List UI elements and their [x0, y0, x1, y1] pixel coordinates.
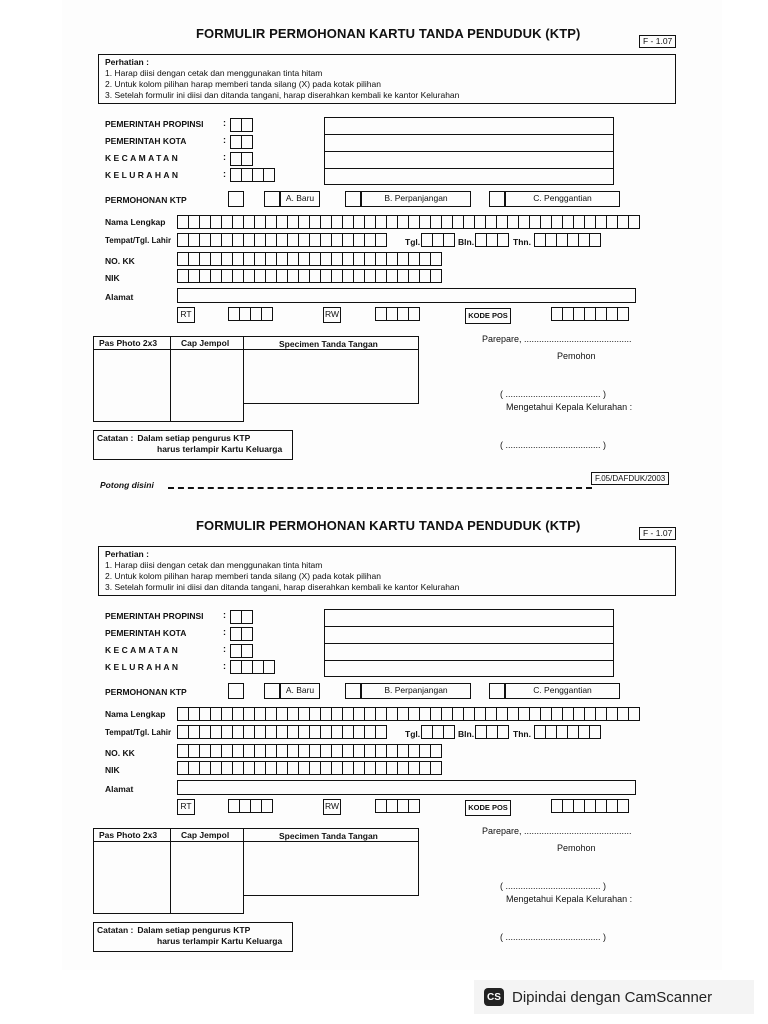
catatan-line-2: harus terlampir Kartu Keluarga	[157, 444, 283, 454]
alamat-input[interactable]	[177, 288, 636, 303]
form-code: F - 1.07	[639, 527, 676, 540]
kecamatan-code-boxes[interactable]	[230, 644, 252, 658]
label-bln: Bln.	[458, 729, 475, 739]
cell-box[interactable]	[263, 168, 275, 182]
label-nik: NIK	[105, 273, 120, 283]
alamat-input[interactable]	[177, 780, 636, 795]
label-rt: RT	[177, 307, 195, 323]
rt-input[interactable]	[228, 307, 272, 321]
propinsi-code-boxes[interactable]	[230, 118, 252, 132]
cell-box[interactable]	[375, 233, 387, 247]
form-title: FORMULIR PERMOHONAN KARTU TANDA PENDUDUK (KTP)	[196, 518, 581, 533]
ktp-form: FORMULIR PERMOHONAN KARTU TANDA PENDUDUK (KTP) F - 1.07 Perhatian : 1. Harap diisi dengan cetak dan menggunakan tinta hitam 2. Untuk kolom pilihan harap memberi tanda silang (X) pada kotak pilihan 3. Setelah formulir ini diisi dan ditanda tangani, harap diserahkan kembali ke kantor Kelurahan PEMERINTAH PROPINSI PEMERINTAH KOTA KECAMATAN KELURAHAN : : : : PERMOHONAN KTP A. Baru B. Perpanjangan C. Penggantian Nama Lengkap Tempat/Tgl. Lahir Tgl. Bln. Thn. NO. KK NIK Alamat RT RW KODE POS Pas Photo 2x3 Cap Jempol Specimen Tanda Tangan Catatan : Dalam setiap pengurus KTP harus terlampir Kartu Keluarga Parepare, ........................................... Pemohon ( ...................................... ) Mengetahui Kepala Kelurahan : ( ...................................... )	[0, 0, 768, 470]
catatan-line-1: Dalam setiap pengurus KTP	[137, 925, 251, 935]
label-nik: NIK	[105, 765, 120, 775]
notes-title: Perhatian :	[105, 57, 149, 67]
signature-table	[93, 828, 419, 914]
option-perpanjangan-checkbox[interactable]	[345, 683, 361, 699]
nama-input[interactable]	[177, 707, 639, 721]
head-sign-line: ( ...................................... )	[500, 440, 607, 450]
notes-box	[98, 54, 676, 104]
kelurahan-code-boxes[interactable]	[230, 660, 274, 674]
label-kota: PEMERINTAH KOTA	[105, 628, 187, 638]
label-kk: NO. KK	[105, 748, 135, 758]
catatan-label: Catatan :	[97, 433, 134, 443]
kk-input[interactable]	[177, 252, 441, 266]
label-nama: Nama Lengkap	[105, 217, 166, 227]
label-propinsi: PEMERINTAH PROPINSI	[105, 119, 204, 129]
label-kelurahan: KELURAHAN	[105, 662, 181, 672]
cell-box[interactable]	[589, 725, 601, 739]
place-date: Parepare, ...........................................	[482, 826, 632, 836]
tgl-input[interactable]	[421, 233, 454, 247]
option-baru: A. Baru	[280, 191, 320, 207]
header-photo: Pas Photo 2x3	[99, 830, 158, 840]
cell-box[interactable]	[430, 269, 442, 283]
ktp-form: FORMULIR PERMOHONAN KARTU TANDA PENDUDUK (KTP) F - 1.07 Perhatian : 1. Harap diisi dengan cetak dan menggunakan tinta hitam 2. Untuk kolom pilihan harap memberi tanda silang (X) pada kotak pilihan 3. Setelah formulir ini diisi dan ditanda tangani, harap diserahkan kembali ke kantor Kelurahan PEMERINTAH PROPINSI PEMERINTAH KOTA KECAMATAN KELURAHAN : : : : PERMOHONAN KTP A. Baru B. Perpanjangan C. Penggantian Nama Lengkap Tempat/Tgl. Lahir Tgl. Bln. Thn. NO. KK NIK Alamat RT RW KODE POS Pas Photo 2x3 Cap Jempol Specimen Tanda Tangan Catatan : Dalam setiap pengurus KTP harus terlampir Kartu Keluarga Parepare, ........................................... Pemohon ( ...................................... ) Mengetahui Kepala Kelurahan : ( ...................................... )	[0, 492, 768, 962]
header-thumb: Cap Jempol	[181, 830, 230, 840]
label-thn: Thn.	[513, 237, 531, 247]
applicant-label: Pemohon	[557, 843, 596, 853]
tempat-lahir-input[interactable]	[177, 725, 386, 739]
thn-input[interactable]	[534, 233, 600, 247]
label-alamat: Alamat	[105, 292, 134, 302]
camscanner-logo-icon: CS	[484, 988, 504, 1006]
notes-title: Perhatian :	[105, 549, 149, 559]
bln-input[interactable]	[475, 725, 508, 739]
cell-box[interactable]	[589, 233, 601, 247]
option-perpanjangan: B. Perpanjangan	[361, 683, 471, 699]
head-sign-line: ( ...................................... )	[500, 932, 607, 942]
form-code: F - 1.07	[639, 35, 676, 48]
cell-box[interactable]	[261, 307, 273, 321]
label-bln: Bln.	[458, 237, 475, 247]
catatan-label: Catatan :	[97, 925, 134, 935]
cell-box[interactable]	[241, 627, 253, 641]
label-ttl: Tempat/Tgl. Lahir	[105, 236, 172, 245]
label-nama: Nama Lengkap	[105, 709, 166, 719]
head-of-village-label: Mengetahui Kepala Kelurahan :	[506, 894, 633, 904]
label-alamat: Alamat	[105, 784, 134, 794]
head-of-village-label: Mengetahui Kepala Kelurahan :	[506, 402, 633, 412]
cut-label: Potong disini	[100, 480, 154, 490]
place-date: Parepare, ...........................................	[482, 334, 632, 344]
label-ttl: Tempat/Tgl. Lahir	[105, 728, 172, 737]
label-kecamatan: KECAMATAN	[105, 645, 181, 655]
cell-box[interactable]	[443, 725, 455, 739]
option-penggantian: C. Penggantian	[505, 191, 620, 207]
cell-box[interactable]	[497, 233, 509, 247]
kelurahan-code-boxes[interactable]	[230, 168, 274, 182]
permohonan-checkbox[interactable]	[228, 191, 244, 207]
tgl-input[interactable]	[421, 725, 454, 739]
kota-code-boxes[interactable]	[230, 627, 252, 641]
catatan-box	[93, 922, 293, 952]
cell-box[interactable]	[430, 252, 442, 266]
option-penggantian-checkbox[interactable]	[489, 191, 505, 207]
nik-input[interactable]	[177, 269, 441, 283]
kodepos-input[interactable]	[551, 799, 628, 813]
label-kelurahan: KELURAHAN	[105, 170, 181, 180]
cell-box[interactable]	[241, 135, 253, 149]
catatan-line-1: Dalam setiap pengurus KTP	[137, 433, 251, 443]
kecamatan-code-boxes[interactable]	[230, 152, 252, 166]
applicant-sign-line: ( ...................................... )	[500, 881, 607, 891]
label-propinsi: PEMERINTAH PROPINSI	[105, 611, 204, 621]
note-3: 3. Setelah formulir ini diisi dan ditanda tangani, harap diserahkan kembali ke kantor Kelurahan	[105, 582, 460, 592]
cell-box[interactable]	[408, 307, 420, 321]
cell-box[interactable]	[430, 761, 442, 775]
permohonan-checkbox[interactable]	[228, 683, 244, 699]
label-thn: Thn.	[513, 729, 531, 739]
note-2: 2. Untuk kolom pilihan harap memberi tanda silang (X) pada kotak pilihan	[105, 79, 381, 89]
label-kk: NO. KK	[105, 256, 135, 266]
label-tgl: Tgl.	[405, 729, 421, 739]
rt-input[interactable]	[228, 799, 272, 813]
label-permohonan: PERMOHONAN KTP	[105, 195, 187, 205]
header-thumb: Cap Jempol	[181, 338, 230, 348]
form-title: FORMULIR PERMOHONAN KARTU TANDA PENDUDUK (KTP)	[196, 26, 581, 41]
catatan-line-2: harus terlampir Kartu Keluarga	[157, 936, 283, 946]
label-rt: RT	[177, 799, 195, 815]
header-specimen: Specimen Tanda Tangan	[279, 831, 378, 841]
notes-box	[98, 546, 676, 596]
cell-box[interactable]	[408, 799, 420, 813]
note-3: 3. Setelah formulir ini diisi dan ditanda tangani, harap diserahkan kembali ke kantor Kelurahan	[105, 90, 460, 100]
label-rw: RW	[323, 307, 341, 323]
cell-box[interactable]	[261, 799, 273, 813]
cell-box[interactable]	[375, 725, 387, 739]
cut-line	[168, 487, 592, 489]
rw-input[interactable]	[375, 307, 419, 321]
propinsi-code-boxes[interactable]	[230, 610, 252, 624]
label-kodepos: KODE POS	[465, 800, 511, 816]
kk-input[interactable]	[177, 744, 441, 758]
option-baru-checkbox[interactable]	[264, 191, 280, 207]
option-baru: A. Baru	[280, 683, 320, 699]
cell-box[interactable]	[241, 610, 253, 624]
cell-box[interactable]	[497, 725, 509, 739]
cell-box[interactable]	[430, 744, 442, 758]
note-1: 1. Harap diisi dengan cetak dan menggunakan tinta hitam	[105, 560, 323, 570]
footer-code: F.05/DAFDUK/2003	[591, 472, 669, 485]
option-baru-checkbox[interactable]	[264, 683, 280, 699]
cell-box[interactable]	[628, 707, 640, 721]
label-rw: RW	[323, 799, 341, 815]
kodepos-input[interactable]	[551, 307, 628, 321]
camscanner-text: Dipindai dengan CamScanner	[512, 988, 713, 1006]
label-tgl: Tgl.	[405, 237, 421, 247]
label-permohonan: PERMOHONAN KTP	[105, 687, 187, 697]
applicant-label: Pemohon	[557, 351, 596, 361]
rw-input[interactable]	[375, 799, 419, 813]
signature-table	[93, 336, 419, 422]
option-penggantian-checkbox[interactable]	[489, 683, 505, 699]
header-photo: Pas Photo 2x3	[99, 338, 158, 348]
kota-code-boxes[interactable]	[230, 135, 252, 149]
label-kecamatan: KECAMATAN	[105, 153, 181, 163]
thn-input[interactable]	[534, 725, 600, 739]
option-perpanjangan: B. Perpanjangan	[361, 191, 471, 207]
option-perpanjangan-checkbox[interactable]	[345, 191, 361, 207]
cell-box[interactable]	[241, 152, 253, 166]
note-2: 2. Untuk kolom pilihan harap memberi tanda silang (X) pada kotak pilihan	[105, 571, 381, 581]
header-specimen: Specimen Tanda Tangan	[279, 339, 378, 349]
cell-box[interactable]	[628, 215, 640, 229]
note-1: 1. Harap diisi dengan cetak dan menggunakan tinta hitam	[105, 68, 323, 78]
cell-box[interactable]	[443, 233, 455, 247]
option-penggantian: C. Penggantian	[505, 683, 620, 699]
nik-input[interactable]	[177, 761, 441, 775]
bln-input[interactable]	[475, 233, 508, 247]
cell-box[interactable]	[263, 660, 275, 674]
applicant-sign-line: ( ...................................... )	[500, 389, 607, 399]
cell-box[interactable]	[617, 799, 629, 813]
cell-box[interactable]	[241, 118, 253, 132]
cell-box[interactable]	[241, 644, 253, 658]
catatan-box	[93, 430, 293, 460]
camscanner-watermark	[474, 980, 754, 1014]
label-kota: PEMERINTAH KOTA	[105, 136, 187, 146]
cell-box[interactable]	[617, 307, 629, 321]
label-kodepos: KODE POS	[465, 308, 511, 324]
nama-input[interactable]	[177, 215, 639, 229]
tempat-lahir-input[interactable]	[177, 233, 386, 247]
